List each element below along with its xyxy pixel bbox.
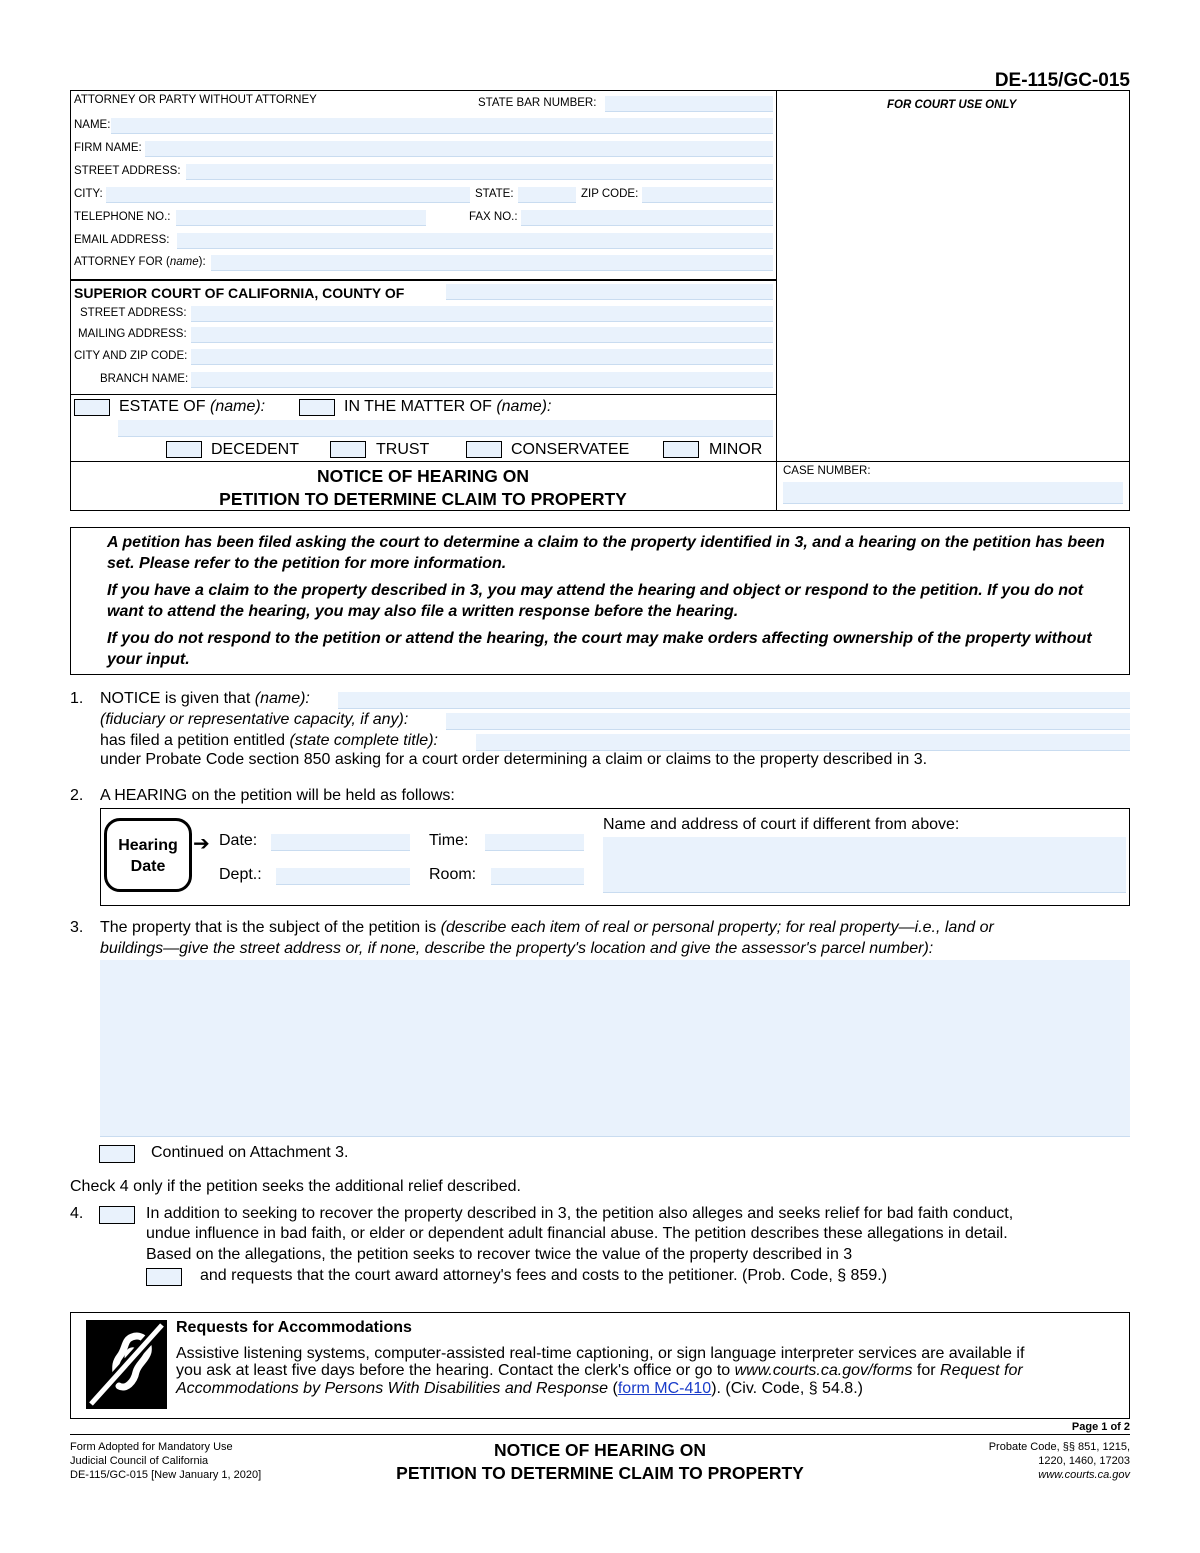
hearing-assistance-icon — [86, 1320, 167, 1409]
estate-name-field[interactable] — [118, 420, 773, 437]
fax-label: FAX NO.: — [469, 211, 518, 223]
attachment3-checkbox[interactable] — [99, 1145, 135, 1163]
zip-label: ZIP CODE: — [581, 188, 639, 200]
city-label: CITY: — [74, 188, 103, 200]
footer-left-line2: Judicial Council of California — [70, 1455, 209, 1467]
case-number-label: CASE NUMBER: — [783, 465, 871, 477]
state-bar-field[interactable] — [605, 96, 773, 112]
court-mailing-label: MAILING ADDRESS: — [78, 328, 187, 340]
form-title-line2: PETITION TO DETERMINE CLAIM TO PROPERTY — [219, 489, 627, 509]
footer-rule — [70, 1434, 1130, 1435]
conservatee-checkbox[interactable] — [466, 441, 502, 458]
email-field[interactable] — [177, 233, 773, 249]
hearing-date-field[interactable] — [271, 834, 410, 851]
attachment3-label: Continued on Attachment 3. — [151, 1144, 349, 1161]
item3-line1: The property that is the subject of the petition is (describe each item of real or personal property; for real property—i.e., land or — [100, 919, 994, 936]
conservatee-label: CONSERVATEE — [511, 441, 630, 458]
state-field[interactable] — [518, 187, 576, 203]
firm-field[interactable] — [145, 141, 773, 157]
state-label: STATE: — [475, 188, 514, 200]
name-field[interactable] — [111, 118, 773, 134]
court-city-zip-field[interactable] — [191, 349, 773, 365]
hearing-dept-field[interactable] — [276, 868, 410, 885]
court-branch-field[interactable] — [191, 372, 773, 388]
attorney-heading: ATTORNEY OR PARTY WITHOUT ATTORNEY — [74, 94, 317, 106]
footer-title-line1: NOTICE OF HEARING ON — [494, 1440, 706, 1460]
petitioner-name-field[interactable] — [338, 692, 1130, 709]
accommodations-line1: Assistive listening systems, computer-assisted real-time captioning, or sign language interpreter services are available if — [176, 1345, 1025, 1362]
court-use-label: FOR COURT USE ONLY — [887, 99, 1017, 111]
trust-label: TRUST — [376, 441, 430, 458]
court-street-label: STREET ADDRESS: — [80, 307, 187, 319]
capacity-field[interactable] — [446, 713, 1130, 730]
item4-line2: undue influence in bad faith, or elder or dependent adult financial abuse. The petition describes these allegations in detail. — [146, 1225, 1008, 1242]
page-number: Page 1 of 2 — [1071, 1421, 1130, 1433]
footer-title — [300, 1439, 900, 1485]
form-title-line1: NOTICE OF HEARING ON — [317, 466, 529, 486]
street-label: STREET ADDRESS: — [74, 165, 181, 177]
case-number-field[interactable] — [783, 482, 1123, 504]
item1-line4: under Probate Code section 850 asking for a court order determining a claim or claims to the property described in 3. — [100, 751, 928, 768]
name-label: NAME: — [74, 119, 111, 131]
form-title — [70, 465, 776, 511]
hearing-badge-line1: Hearing — [118, 837, 178, 854]
court-city-zip-label: CITY AND ZIP CODE: — [74, 350, 188, 362]
arrow-icon: ➔ — [193, 833, 210, 855]
zip-field[interactable] — [642, 187, 773, 203]
court-heading: SUPERIOR COURT OF CALIFORNIA, COUNTY OF — [74, 285, 405, 301]
notice-paragraph-3: If you do not respond to the petition or attend the hearing, the court may make orders affecting ownership of the property without your input. — [107, 630, 1092, 668]
footer-title-line2: PETITION TO DETERMINE CLAIM TO PROPERTY — [396, 1463, 804, 1483]
matter-of-checkbox[interactable] — [299, 399, 335, 416]
check4-note: Check 4 only if the petition seeks the additional relief described. — [70, 1178, 521, 1195]
accommodations-heading: Requests for Accommodations — [176, 1319, 412, 1336]
accommodations-line2: you ask at least five days before the hearing. Contact the clerk's office or go to www.courts.ca.gov/forms for Request for — [176, 1362, 1023, 1379]
item2-text: A HEARING on the petition will be held as follows: — [100, 787, 455, 804]
form-mc410-link[interactable]: form MC-410 — [617, 1380, 712, 1397]
court-mailing-field[interactable] — [191, 327, 773, 343]
street-field[interactable] — [186, 164, 773, 180]
footer-left-line1: Form Adopted for Mandatory Use — [70, 1441, 233, 1453]
attorney-for-field[interactable] — [211, 255, 773, 271]
fees-checkbox[interactable] — [146, 1268, 182, 1286]
footer-right-line2: 1220, 1460, 17203 — [1038, 1455, 1130, 1467]
hearing-date-badge — [104, 818, 192, 892]
item3-line2: buildings—give the street address or, if none, describe the property's location and give the assessor's parcel number): — [100, 940, 934, 957]
accommodations-line3: Accommodations by Persons With Disabilities and Response (form MC-410). (Civ. Code, § 54.8.) — [176, 1380, 863, 1397]
court-branch-label: BRANCH NAME: — [100, 373, 189, 385]
time-label: Time: — [429, 832, 469, 849]
item1-line3: has filed a petition entitled (state complete title): — [100, 732, 438, 749]
hearing-badge-line2: Date — [130, 858, 166, 875]
minor-label: MINOR — [709, 441, 763, 458]
court-street-field[interactable] — [191, 306, 773, 322]
court-diff-field[interactable] — [603, 837, 1126, 893]
minor-checkbox[interactable] — [663, 441, 699, 458]
state-bar-label: STATE BAR NUMBER: — [478, 97, 597, 109]
estate-of-label: ESTATE OF (name): — [119, 398, 266, 415]
item1-line2: (fiduciary or representative capacity, if any): — [100, 711, 409, 728]
forms-url[interactable]: www.courts.ca.gov/forms — [734, 1362, 913, 1379]
court-estate-divider — [70, 394, 776, 395]
item4-number: 4. — [70, 1205, 84, 1222]
attorney-court-divider — [70, 279, 776, 281]
trust-checkbox[interactable] — [330, 441, 366, 458]
date-label: Date: — [219, 832, 258, 849]
footer-left-line3: DE-115/GC-015 [New January 1, 2020] — [70, 1469, 262, 1481]
item1-line1: NOTICE is given that (name): — [100, 690, 310, 707]
hearing-room-field[interactable] — [491, 868, 584, 885]
item4-line1: In addition to seeking to recover the property described in 3, the petition also alleges and seeks relief for bad faith conduct, — [146, 1205, 1014, 1222]
petition-title-field[interactable] — [476, 734, 1130, 751]
footer-right-line1: Probate Code, §§ 851, 1215, — [988, 1441, 1130, 1453]
footer-right — [989, 1440, 1130, 1482]
item3-number: 3. — [70, 919, 84, 936]
firm-label: FIRM NAME: — [74, 142, 142, 154]
item4-line4: and requests that the court award attorney's fees and costs to the petitioner. (Prob. Code, § 859.) — [200, 1267, 888, 1284]
item1-number: 1. — [70, 690, 84, 707]
item4-line3: Based on the allegations, the petition seeks to recover twice the value of the property described in 3 — [146, 1246, 853, 1263]
notice-paragraph-1: A petition has been filed asking the court to determine a claim to the property identified in 3, and a hearing on the petition has been set. Please refer to the petition for more information. — [107, 534, 1105, 572]
footer-left — [70, 1440, 261, 1482]
attorney-for-label: ATTORNEY FOR (name): — [74, 256, 206, 268]
form-code: DE-115/GC-015 — [994, 70, 1130, 91]
footer-right-url[interactable]: www.courts.ca.gov — [1038, 1469, 1130, 1481]
city-field[interactable] — [106, 187, 470, 203]
caption-vertical-divider — [776, 90, 777, 511]
decedent-label: DECEDENT — [211, 441, 300, 458]
court-diff-label: Name and address of court if different from above: — [603, 816, 960, 833]
telephone-label: TELEPHONE NO.: — [74, 211, 171, 223]
estate-of-checkbox[interactable] — [74, 399, 110, 416]
title-divider — [70, 461, 1130, 462]
room-label: Room: — [429, 866, 477, 883]
hearing-time-field[interactable] — [485, 834, 584, 851]
notice-paragraph-2: If you have a claim to the property described in 3, you may attend the hearing and object or respond to the petition. If you do not want to attend the hearing, you may also file a written response before the hearing. — [107, 582, 1084, 620]
notice-box — [70, 527, 1130, 675]
fax-field[interactable] — [521, 210, 773, 226]
property-description-field[interactable] — [100, 960, 1130, 1137]
item2-number: 2. — [70, 787, 84, 804]
item4-checkbox[interactable] — [99, 1206, 135, 1224]
decedent-checkbox[interactable] — [166, 441, 202, 458]
telephone-field[interactable] — [176, 210, 426, 226]
dept-label: Dept.: — [219, 866, 262, 883]
matter-of-label: IN THE MATTER OF (name): — [344, 398, 552, 415]
county-field[interactable] — [446, 284, 773, 300]
email-label: EMAIL ADDRESS: — [74, 234, 170, 246]
